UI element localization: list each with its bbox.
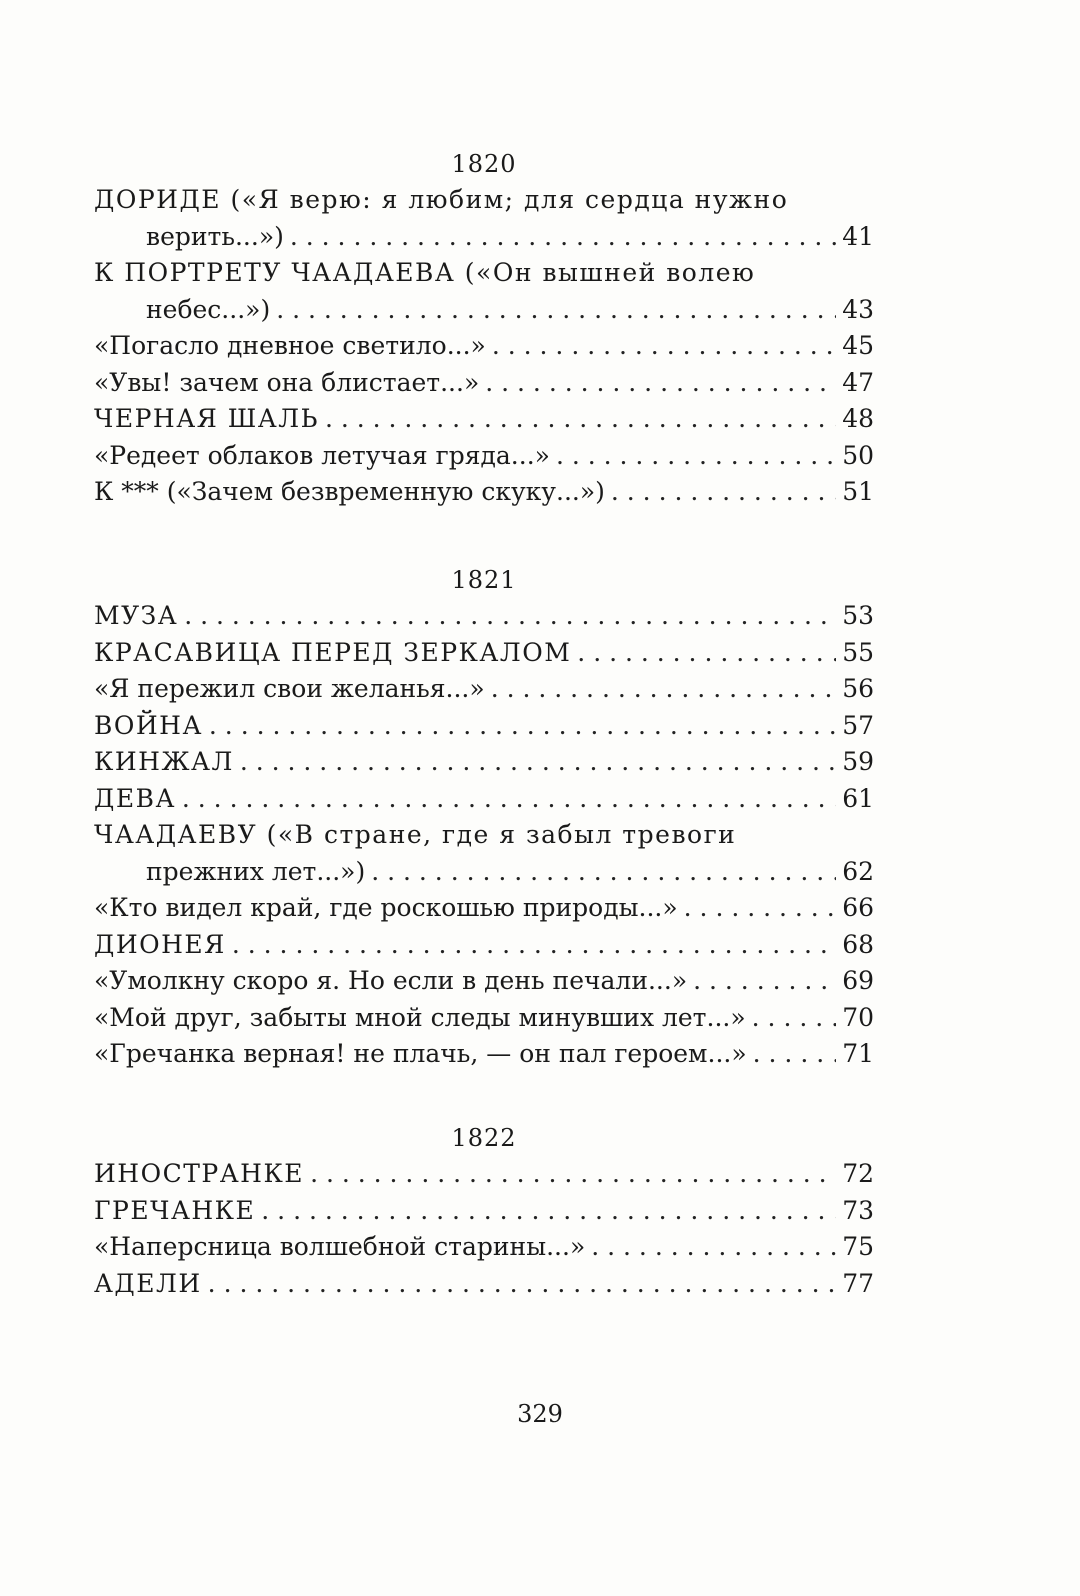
toc-entry[interactable] bbox=[94, 671, 874, 708]
dot-leader bbox=[577, 635, 836, 672]
toc-entry-first-line: ДОРИДЕ («Я верю: я любим; для сердца нужно bbox=[94, 185, 789, 214]
toc-entry-title: К *** («Зачем безвременную скуку...») bbox=[94, 477, 605, 506]
toc-entry[interactable] bbox=[94, 781, 874, 818]
toc-entry[interactable] bbox=[94, 365, 874, 402]
toc-entry-page: 72 bbox=[842, 1159, 874, 1188]
toc-entry-title: «Я пережил свои желанья...» bbox=[94, 674, 485, 703]
toc-entry[interactable] bbox=[94, 963, 874, 1000]
toc-entry[interactable] bbox=[94, 1266, 874, 1303]
toc-entry-title: ЧЕРНАЯ ШАЛЬ bbox=[94, 404, 319, 433]
toc-entry-page: 69 bbox=[842, 966, 874, 995]
toc-entry-title: прежних лет...») bbox=[146, 856, 366, 886]
dot-leader bbox=[684, 890, 837, 927]
toc-entry-page: 55 bbox=[842, 637, 874, 667]
section-year: 1822 bbox=[451, 1124, 517, 1152]
dot-leader bbox=[232, 927, 836, 964]
toc-entry[interactable] bbox=[94, 927, 874, 964]
toc-entry-title: «Мой друг, забыты мной следы минувших лет...» bbox=[94, 1002, 746, 1032]
toc-entry[interactable] bbox=[94, 744, 874, 781]
toc-entry-title: небес...») bbox=[146, 294, 271, 324]
toc-entry-title: «Увы! зачем она блистает...» bbox=[94, 367, 480, 397]
toc-entry-page: 70 bbox=[842, 1002, 874, 1032]
toc-entry[interactable] bbox=[94, 598, 874, 635]
toc-entry-page: 45 bbox=[842, 331, 874, 360]
toc-entry-title: ДЕВА bbox=[94, 783, 176, 813]
section-year: 1821 bbox=[451, 566, 517, 594]
toc-entry-page: 73 bbox=[842, 1195, 874, 1225]
toc-entry-page: 41 bbox=[842, 221, 874, 251]
dot-leader bbox=[491, 671, 837, 708]
toc-entry-page: 77 bbox=[842, 1268, 874, 1298]
dot-leader bbox=[611, 474, 836, 511]
toc-entry-page: 66 bbox=[842, 893, 874, 922]
dot-leader bbox=[261, 1193, 836, 1230]
dot-leader bbox=[556, 438, 836, 475]
dot-leader bbox=[492, 328, 836, 365]
toc-entry-title: КИНЖАЛ bbox=[94, 747, 234, 776]
dot-leader bbox=[240, 744, 836, 781]
toc-entry[interactable] bbox=[94, 1229, 874, 1266]
toc-entry-title: «Погасло дневное светило...» bbox=[94, 331, 486, 360]
toc-entry-title: «Гречанка верная! не плачь, — он пал героем...» bbox=[94, 1039, 747, 1068]
dot-leader bbox=[290, 219, 836, 256]
page-number: 329 bbox=[517, 1400, 563, 1428]
toc-entry-page: 50 bbox=[842, 440, 874, 470]
toc-entry-page: 56 bbox=[842, 674, 874, 703]
dot-leader bbox=[752, 1000, 837, 1037]
toc-entry[interactable] bbox=[94, 1000, 874, 1037]
toc-entry-first-line: ЧААДАЕВУ («В стране, где я забыл тревоги bbox=[94, 820, 737, 849]
dot-leader bbox=[591, 1229, 836, 1266]
toc-entry[interactable] bbox=[94, 328, 874, 365]
toc-entry[interactable] bbox=[94, 401, 874, 438]
toc-entry[interactable] bbox=[94, 292, 874, 329]
toc-entry[interactable] bbox=[94, 438, 874, 475]
toc-entry[interactable] bbox=[94, 635, 874, 672]
dot-leader bbox=[693, 963, 836, 1000]
toc-entry[interactable] bbox=[94, 219, 874, 256]
section-year: 1820 bbox=[451, 150, 517, 178]
toc-entry-page: 75 bbox=[842, 1232, 874, 1261]
dot-leader bbox=[182, 781, 836, 818]
dot-leader bbox=[325, 401, 836, 438]
toc-entry-title: «Редеет облаков летучая гряда...» bbox=[94, 440, 550, 470]
toc-entry-title: ИНОСТРАНКЕ bbox=[94, 1159, 305, 1188]
toc-entry-title: ВОЙНА bbox=[94, 710, 203, 740]
dot-leader bbox=[371, 854, 836, 891]
dot-leader bbox=[485, 365, 836, 402]
toc-entry-title: ДИОНЕЯ bbox=[94, 929, 226, 959]
toc-entry[interactable] bbox=[94, 1193, 874, 1230]
toc-entry[interactable] bbox=[94, 708, 874, 745]
dot-leader bbox=[208, 1266, 837, 1303]
toc-section-1821 bbox=[94, 562, 874, 1073]
toc-entry-page: 62 bbox=[842, 856, 874, 886]
toc-section-1822 bbox=[94, 1120, 874, 1302]
toc-entry-title: МУЗА bbox=[94, 601, 179, 630]
dot-leader bbox=[310, 1156, 836, 1193]
toc-entry-page: 61 bbox=[842, 783, 874, 813]
toc-entry-title: верить...») bbox=[146, 221, 284, 251]
toc-entry-page: 48 bbox=[842, 404, 874, 433]
toc-entry-page: 43 bbox=[842, 294, 874, 324]
toc-entry-title: КРАСАВИЦА ПЕРЕД ЗЕРКАЛОМ bbox=[94, 637, 572, 667]
toc-entry[interactable] bbox=[94, 890, 874, 927]
toc-entry[interactable] bbox=[94, 1156, 874, 1193]
dot-leader bbox=[184, 598, 836, 635]
toc-entry-title: АДЕЛИ bbox=[94, 1268, 202, 1298]
toc-entry-title: ГРЕЧАНКЕ bbox=[94, 1195, 256, 1225]
toc-entry[interactable] bbox=[94, 1036, 874, 1073]
toc-entry-page: 71 bbox=[842, 1039, 874, 1068]
toc-entry-page: 59 bbox=[842, 747, 874, 776]
toc-entry-title: «Наперсница волшебной старины...» bbox=[94, 1232, 586, 1261]
toc-entry[interactable] bbox=[94, 854, 874, 891]
toc-entry-title: «Кто видел край, где роскошью природы...» bbox=[94, 893, 678, 922]
toc-entry-title: «Умолкну скоро я. Но если в день печали...» bbox=[94, 966, 688, 995]
toc-entry-page: 47 bbox=[842, 367, 874, 397]
toc-section-1820 bbox=[94, 146, 874, 511]
toc-entry-first-line: К ПОРТРЕТУ ЧААДАЕВА («Он вышней волею bbox=[94, 258, 756, 287]
toc-entry[interactable] bbox=[94, 474, 874, 511]
toc-entry-page: 51 bbox=[842, 477, 874, 506]
toc-entry-page: 57 bbox=[842, 710, 874, 740]
toc-entry-page: 68 bbox=[842, 929, 874, 959]
dot-leader bbox=[276, 292, 836, 329]
toc-entry-page: 53 bbox=[842, 601, 874, 630]
dot-leader bbox=[753, 1036, 837, 1073]
dot-leader bbox=[209, 708, 836, 745]
